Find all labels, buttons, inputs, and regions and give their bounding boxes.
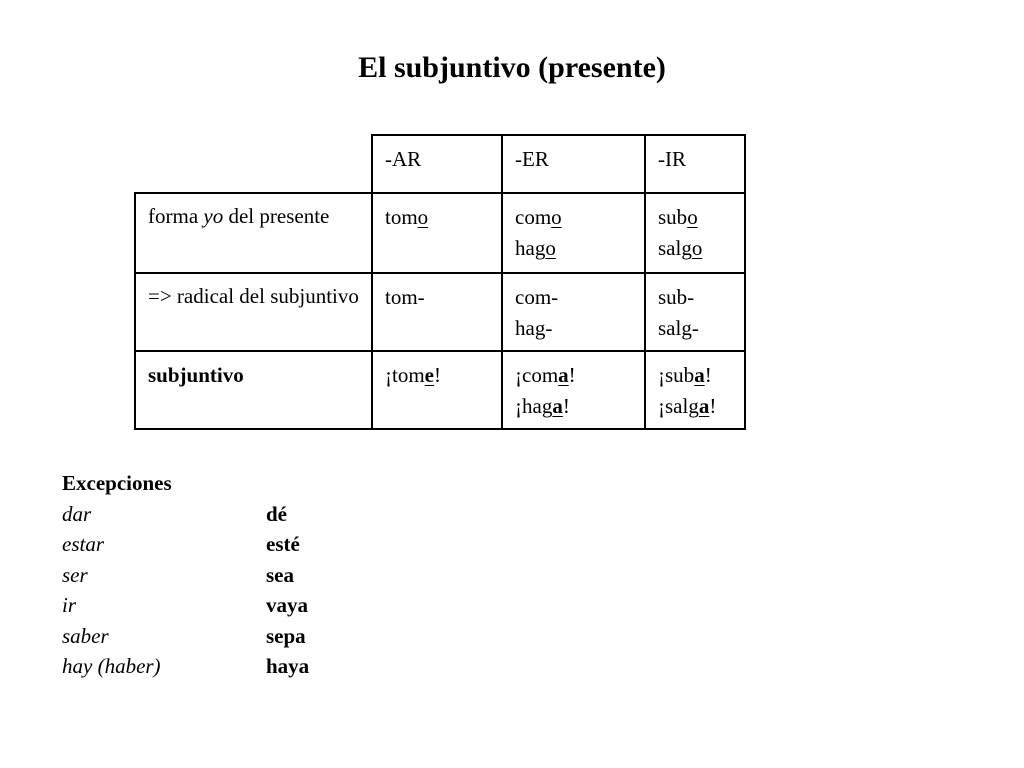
conjugation-table (134, 134, 746, 430)
exception-verb: saber (62, 623, 109, 648)
exception-form: dé (266, 501, 287, 526)
exception-verb: ser (62, 562, 88, 587)
row-label-subjuntivo: subjuntivo (135, 351, 372, 429)
exception-row (62, 651, 309, 682)
exception-verb: dar (62, 501, 92, 526)
page-title: El subjuntivo (presente) (358, 51, 666, 84)
verb-form: ¡salga! (658, 394, 717, 418)
exception-row (62, 621, 309, 652)
exception-verb: ir (62, 593, 77, 617)
verb-form: salgo (658, 236, 703, 260)
row-label-radical: => radical del subjuntivo (135, 273, 372, 351)
verb-form: como (515, 205, 562, 229)
verb-stem: salg- (658, 316, 699, 340)
verb-stem: tom- (385, 285, 425, 309)
exception-row (62, 529, 309, 560)
cell-yo-ir (645, 193, 745, 273)
corner-cell (135, 135, 372, 193)
exception-verb: hay (haber) (62, 654, 161, 678)
table-row-yo-form (135, 193, 745, 273)
table-row-subjuntivo (135, 351, 745, 429)
row-label-yo-form: forma yo del presente (135, 193, 372, 273)
verb-form: hago (515, 236, 556, 260)
verb-stem: com- (515, 285, 559, 309)
exception-form: sepa (266, 623, 306, 648)
verb-form: ¡coma! (515, 363, 576, 387)
cell-radical-ir (645, 273, 745, 351)
header-ir: -IR (645, 135, 745, 193)
table-header-row (135, 135, 745, 193)
cell-radical-ar (372, 273, 502, 351)
header-ar: -AR (372, 135, 502, 193)
cell-subj-ir (645, 351, 745, 429)
exceptions-section (62, 468, 309, 682)
verb-form: tomo (385, 205, 429, 229)
verb-form: ¡suba! (658, 363, 712, 387)
cell-yo-ar (372, 193, 502, 273)
header-er: -ER (502, 135, 645, 193)
exceptions-title: Excepciones (62, 471, 172, 495)
exception-form: haya (266, 654, 310, 678)
exception-form: esté (266, 532, 300, 556)
exception-row (62, 560, 309, 591)
verb-form: ¡haga! (515, 394, 570, 418)
verb-stem: sub- (658, 285, 695, 309)
verb-form: ¡tome! (385, 363, 441, 387)
cell-radical-er (502, 273, 645, 351)
verb-form: subo (658, 205, 698, 229)
cell-yo-er (502, 193, 645, 273)
table-row-radical (135, 273, 745, 351)
exception-verb: estar (62, 532, 104, 556)
yo-italic: yo (203, 204, 224, 228)
cell-subj-er (502, 351, 645, 429)
verb-stem: hag- (515, 316, 553, 340)
cell-subj-ar (372, 351, 502, 429)
exception-form: vaya (266, 593, 308, 617)
exception-row (62, 499, 309, 530)
exception-row (62, 590, 309, 621)
exception-form: sea (266, 562, 294, 587)
